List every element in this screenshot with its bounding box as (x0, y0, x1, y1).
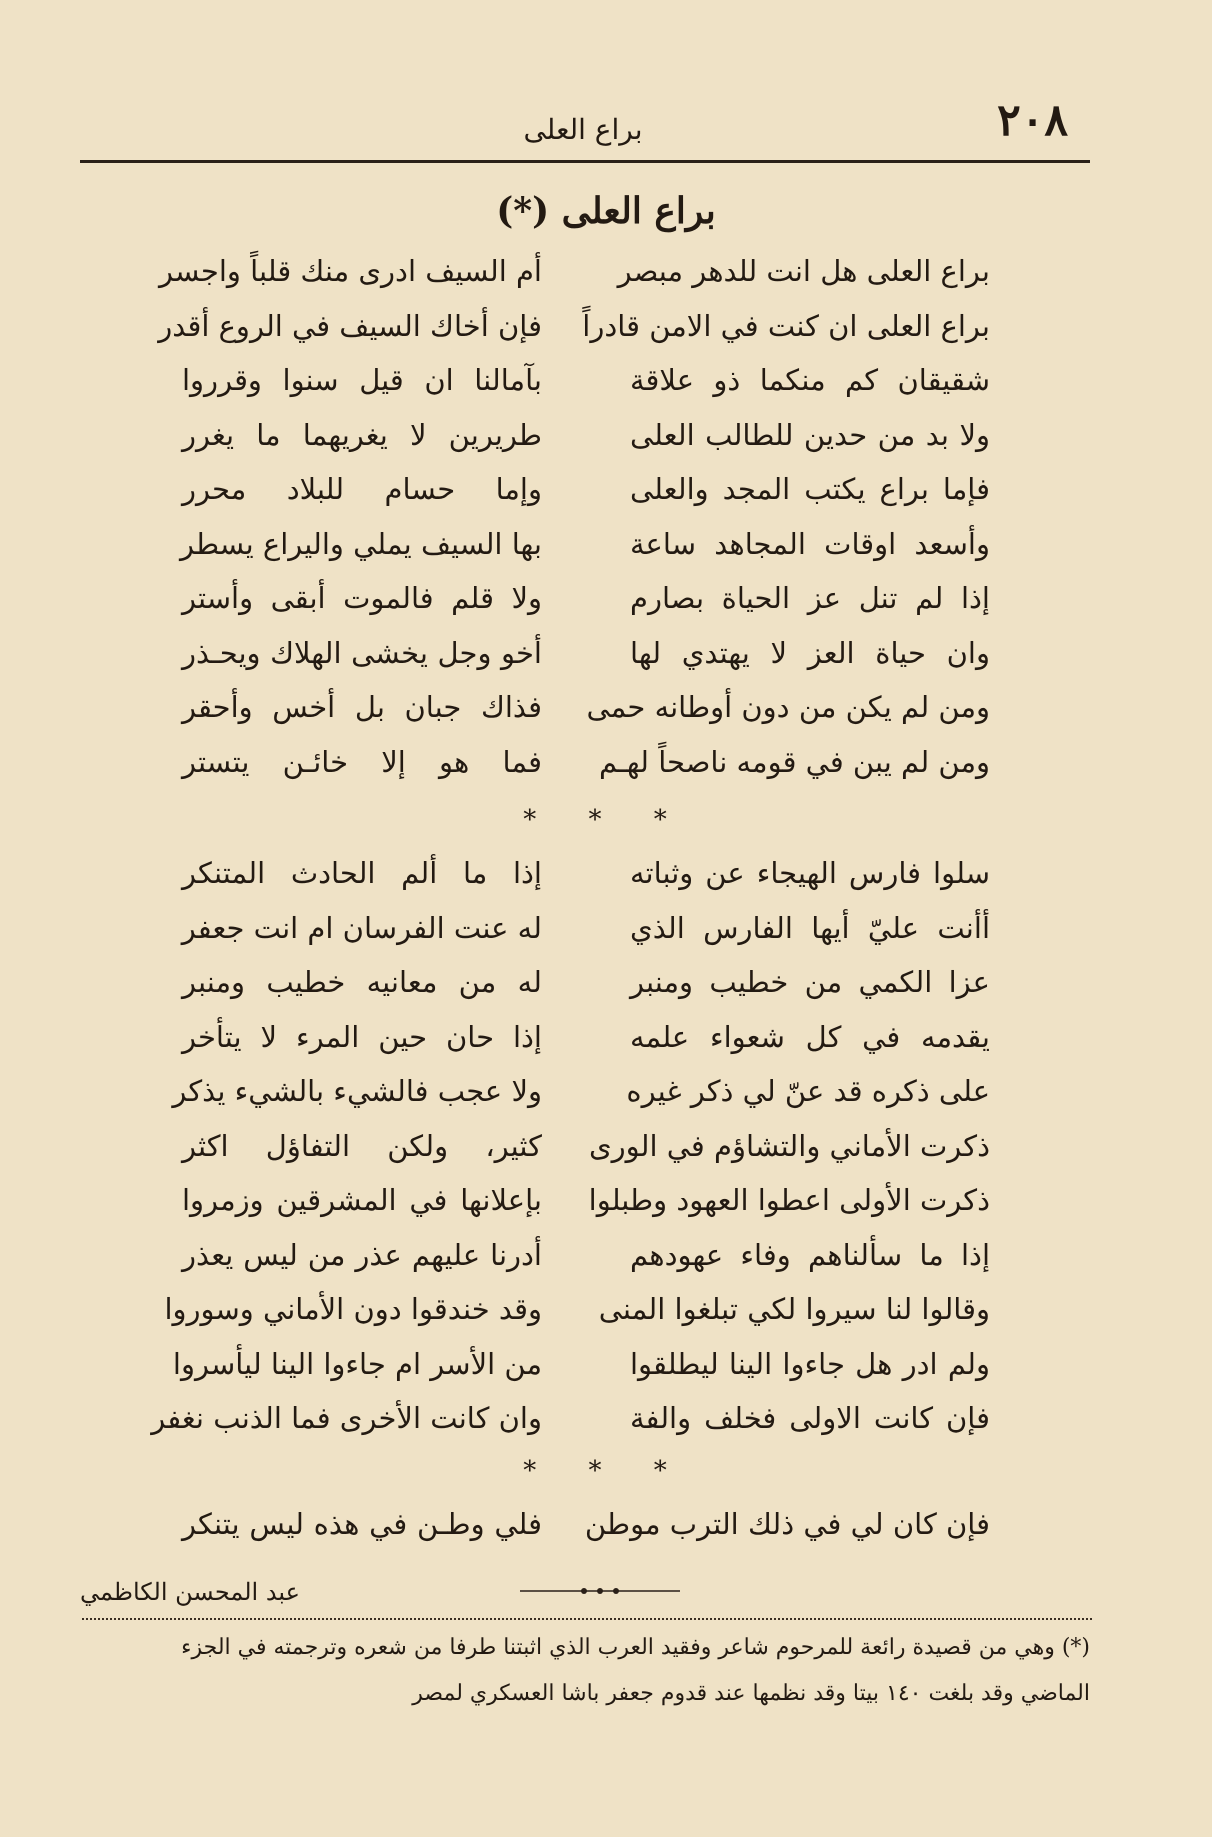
first-hemistich: إذا لم تنل عز الحياة بصارم (630, 581, 990, 615)
verse-line (0, 735, 1212, 790)
verse-line (0, 1337, 1212, 1392)
second-hemistich: إذا ما ألم الحادث المتنكر (182, 856, 542, 890)
first-hemistich: وأسعد اوقات المجاهد ساعة (630, 526, 990, 561)
verse-line (0, 408, 1212, 463)
first-hemistich: على ذكره قد عنّ لي ذكر غيره (626, 1074, 990, 1108)
stanza-1 (0, 244, 1212, 789)
verse-line (0, 1497, 1212, 1552)
verse-line (0, 626, 1212, 681)
header-rule (80, 160, 1090, 163)
verse-line (0, 1119, 1212, 1174)
first-hemistich: ولا بد من حدين للطالب العلى (630, 417, 990, 452)
second-hemistich: فذاك جبان بل أخس وأحقر (182, 690, 542, 724)
stanza-separator: * * * (523, 805, 689, 835)
page-header (78, 95, 1088, 155)
second-hemistich: بإعلانها في المشرقين وزمروا (182, 1183, 542, 1217)
verse-line (0, 1228, 1212, 1283)
second-hemistich: فإن أخاك السيف في الروع أقدر (158, 308, 542, 343)
second-hemistich: له عنت الفرسان ام انت جعفر (181, 910, 542, 945)
footnote-rule (82, 1618, 1092, 1620)
first-hemistich: وقالوا لنا سيروا لكي تبلغوا المنى (598, 1292, 990, 1326)
first-hemistich: ومن لم يبن في قومه ناصحاً لهـم (598, 744, 990, 779)
first-hemistich: ولم ادر هل جاءوا الينا ليطلقوا (630, 1346, 990, 1381)
poet-signature: عبد المحسن الكاظمي (80, 1578, 300, 1606)
verse-line (0, 1391, 1212, 1446)
verse-line (0, 462, 1212, 517)
stanza-3 (0, 1497, 1212, 1552)
second-hemistich: من الأسر ام جاءوا الينا ليأسروا (172, 1346, 542, 1381)
first-hemistich: براع العلى ان كنت في الامن قادراً (582, 308, 990, 343)
second-hemistich: كثير، ولكن التفاؤل اكثر (182, 1128, 542, 1163)
second-hemistich: ولا عجب فالشيء بالشيء يذكر (172, 1074, 542, 1108)
page-number: ٢٠٨ (997, 95, 1068, 146)
second-hemistich: فما هو إلا خائـن يتستر (182, 744, 542, 779)
first-hemistich: إذا ما سألناهم وفاء عهودهم (630, 1237, 990, 1272)
footnote-line: (*) وهي من قصيدة رائعة للمرحوم شاعر وفقيد العرب الذي اثبتنا طرفا من شعره وترجمته في الجزء (181, 1635, 1090, 1660)
second-hemistich: إذا حان حين المرء لا يتأخر (182, 1019, 542, 1054)
second-hemistich: بآمالنا ان قيل سنوا وقرروا (182, 363, 542, 397)
first-hemistich: يقدمه في كل شعواء علمه (630, 1019, 990, 1054)
footnote-line: الماضي وقد بلغت ١٤٠ بيتا وقد نظمها عند قدوم جعفر باشا العسكري لمصر (412, 1681, 1090, 1706)
verse-line (0, 571, 1212, 626)
second-hemistich: له من معانيه خطيب ومنبر (182, 965, 542, 999)
verse-line (0, 955, 1212, 1010)
poem-title: براع العلى (*) (496, 190, 716, 232)
verse-line (0, 1064, 1212, 1119)
second-hemistich: فلي وطـن في هذه ليس يتنكر (182, 1507, 542, 1541)
verse-line (0, 353, 1212, 408)
verse-line (0, 244, 1212, 299)
running-head: براع العلى (523, 113, 643, 146)
second-hemistich: أدرنا عليهم عذر من ليس يعذر (182, 1237, 542, 1272)
verse-line (0, 299, 1212, 354)
first-hemistich: ومن لم يكن من دون أوطانه حمى (586, 690, 990, 724)
first-hemistich: ذكرت الأماني والتشاؤم في الورى (588, 1128, 990, 1163)
second-hemistich: وان كانت الأخرى فما الذنب نغفر (151, 1401, 542, 1435)
footnote (100, 1625, 1090, 1717)
second-hemistich: أخو وجل يخشى الهلاك ويحـذر (182, 635, 542, 670)
verse-line (0, 1282, 1212, 1337)
first-hemistich: عزا الكمي من خطيب ومنبر (630, 965, 990, 999)
first-hemistich: سلوا فارس الهيجاء عن وثباته (630, 856, 990, 890)
first-hemistich: وان حياة العز لا يهتدي لها (630, 635, 990, 670)
first-hemistich: ذكرت الأولى اعطوا العهود وطبلوا (588, 1183, 990, 1217)
verse-line (0, 680, 1212, 735)
second-hemistich: أم السيف ادرى منك قلباً واجسر (159, 254, 542, 288)
first-hemistich: أأنت عليّ أيها الفارس الذي (630, 910, 990, 945)
second-hemistich: ولا قلم فالموت أبقى وأستر (182, 581, 542, 615)
second-hemistich: وقد خندقوا دون الأماني وسوروا (164, 1292, 542, 1326)
stanza-separator: * * * (523, 1456, 689, 1486)
first-hemistich: فإما براع يكتب المجد والعلى (630, 472, 990, 506)
stanza-2 (0, 846, 1212, 1446)
first-hemistich: براع العلى هل انت للدهر مبصر (617, 254, 990, 288)
second-hemistich: بها السيف يملي واليراع يسطر (179, 526, 542, 561)
verse-line (0, 1173, 1212, 1228)
second-hemistich: وإما حسام للبلاد محرر (182, 472, 542, 506)
verse-line (0, 1010, 1212, 1065)
verse-line (0, 846, 1212, 901)
second-hemistich: طريرين لا يغريهما ما يغرر (182, 417, 542, 452)
first-hemistich: فإن كان لي في ذلك الترب موطن (584, 1507, 990, 1541)
first-hemistich: شقيقان كم منكما ذو علاقة (630, 363, 990, 397)
ornament-divider (520, 1586, 680, 1596)
first-hemistich: فإن كانت الاولى فخلف والفة (630, 1401, 990, 1435)
verse-line (0, 517, 1212, 572)
verse-line (0, 901, 1212, 956)
